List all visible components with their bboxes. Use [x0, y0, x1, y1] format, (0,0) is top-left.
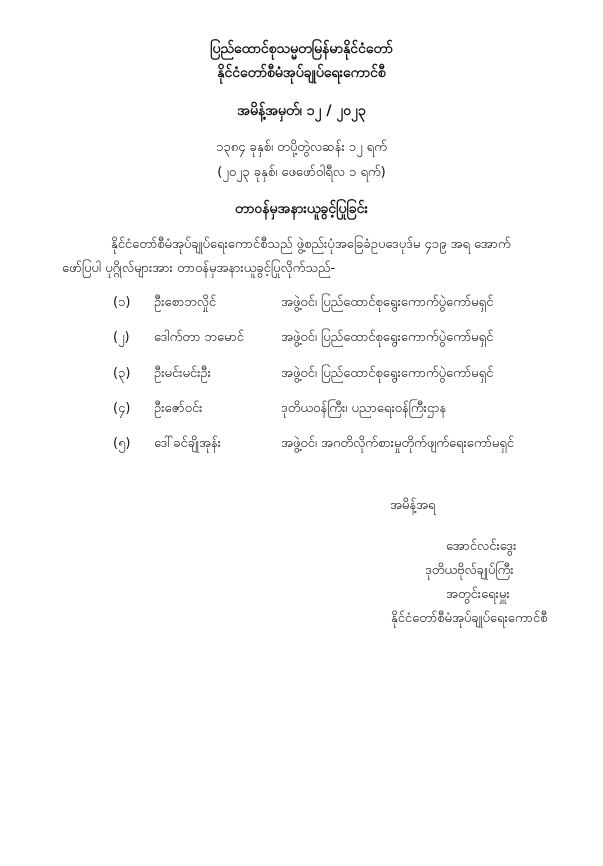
order-number: အမိန့်အမှတ်၊ ၁၂ / ၂၀၂၃	[237, 103, 366, 119]
list-item-position: အဖွဲ့ဝင်၊ အဂတိလိုက်စားမှုတိုက်ဖျက်ရေးကော်မရှင်	[281, 436, 515, 451]
list-item-number: (၁)	[113, 295, 131, 310]
date-myanmar: ၁၃၈၄ ခုနှစ်၊ တပို့တွဲလဆန်း ၁၂ ရက်	[216, 140, 387, 155]
list-item-name: ဦးမင်းမင်းဦး	[154, 366, 211, 381]
list-item-position: အဖွဲ့ဝင်၊ ပြည်ထောင်စုရွေးကောက်ပွဲကော်မရှင်	[281, 330, 494, 345]
list-item-name: ဒေါက်တာ ဘမောင်	[154, 330, 244, 345]
list-item-name: ဦးစောဘလှိုင်	[154, 295, 217, 310]
header-line-2: နိုင်ငံတော်စီမံအုပ်ချုပ်ရေးကောင်စီ	[217, 65, 386, 81]
list-item-name: ဦးဇော်ဝင်း	[154, 401, 203, 416]
list-item-number: (၅)	[113, 436, 131, 451]
list-item-number: (၂)	[113, 330, 130, 345]
signatory-rank: ဒုတိယဗိုလ်ချုပ်ကြီး	[425, 563, 514, 578]
body-paragraph-line-2: ဖော်ပြပါ ပုဂ္ဂိုလ်များအား တာဝန်မှအနားယူခွင့်ပြုလိုက်သည်-	[62, 261, 336, 276]
list-item-number: (၃)	[113, 366, 131, 381]
signatory-name: အောင်လင်းဒွေး	[446, 539, 517, 554]
list-item-position: ဒုတိယဝန်ကြီး၊ ပညာရေးဝန်ကြီးဌာန	[281, 401, 447, 416]
list-item-position: အဖွဲ့ဝင်၊ ပြည်ထောင်စုရွေးကောက်ပွဲကော်မရှင်	[281, 366, 494, 381]
date-gregorian: (၂၀၂၃ ခုနှစ်၊ ဖေဖော်ဝါရီလ ၁ ရက်)	[217, 165, 386, 180]
list-item-position: အဖွဲ့ဝင်၊ ပြည်ထောင်စုရွေးကောက်ပွဲကော်မရှင်	[281, 295, 494, 310]
subject-heading: တာဝန်မှအနားယူခွင့်ပြုခြင်း	[234, 201, 368, 217]
list-item-number: (၄)	[113, 401, 131, 416]
signatory-organization: နိုင်ငံတော်စီမံအုပ်ချုပ်ရေးကောင်စီ	[391, 611, 548, 626]
body-paragraph-line-1: နိုင်ငံတော်စီမံအုပ်ချုပ်ရေးကောင်စီသည် ဖွဲ့စည်းပုံအခြေခံဥပဒေပုဒ်မ ၄၁၉ အရ အောက်	[111, 237, 511, 252]
by-order-label: အမိန့်အရ	[390, 498, 436, 513]
signatory-title: အတွင်းရေးမှူး	[446, 587, 510, 602]
list-item-name: ဒေါ်ခင်ချိုအုန်း	[154, 436, 221, 451]
header-line-1: ပြည်ထောင်စုသမ္မတမြန်မာနိုင်ငံတော်	[210, 41, 393, 57]
